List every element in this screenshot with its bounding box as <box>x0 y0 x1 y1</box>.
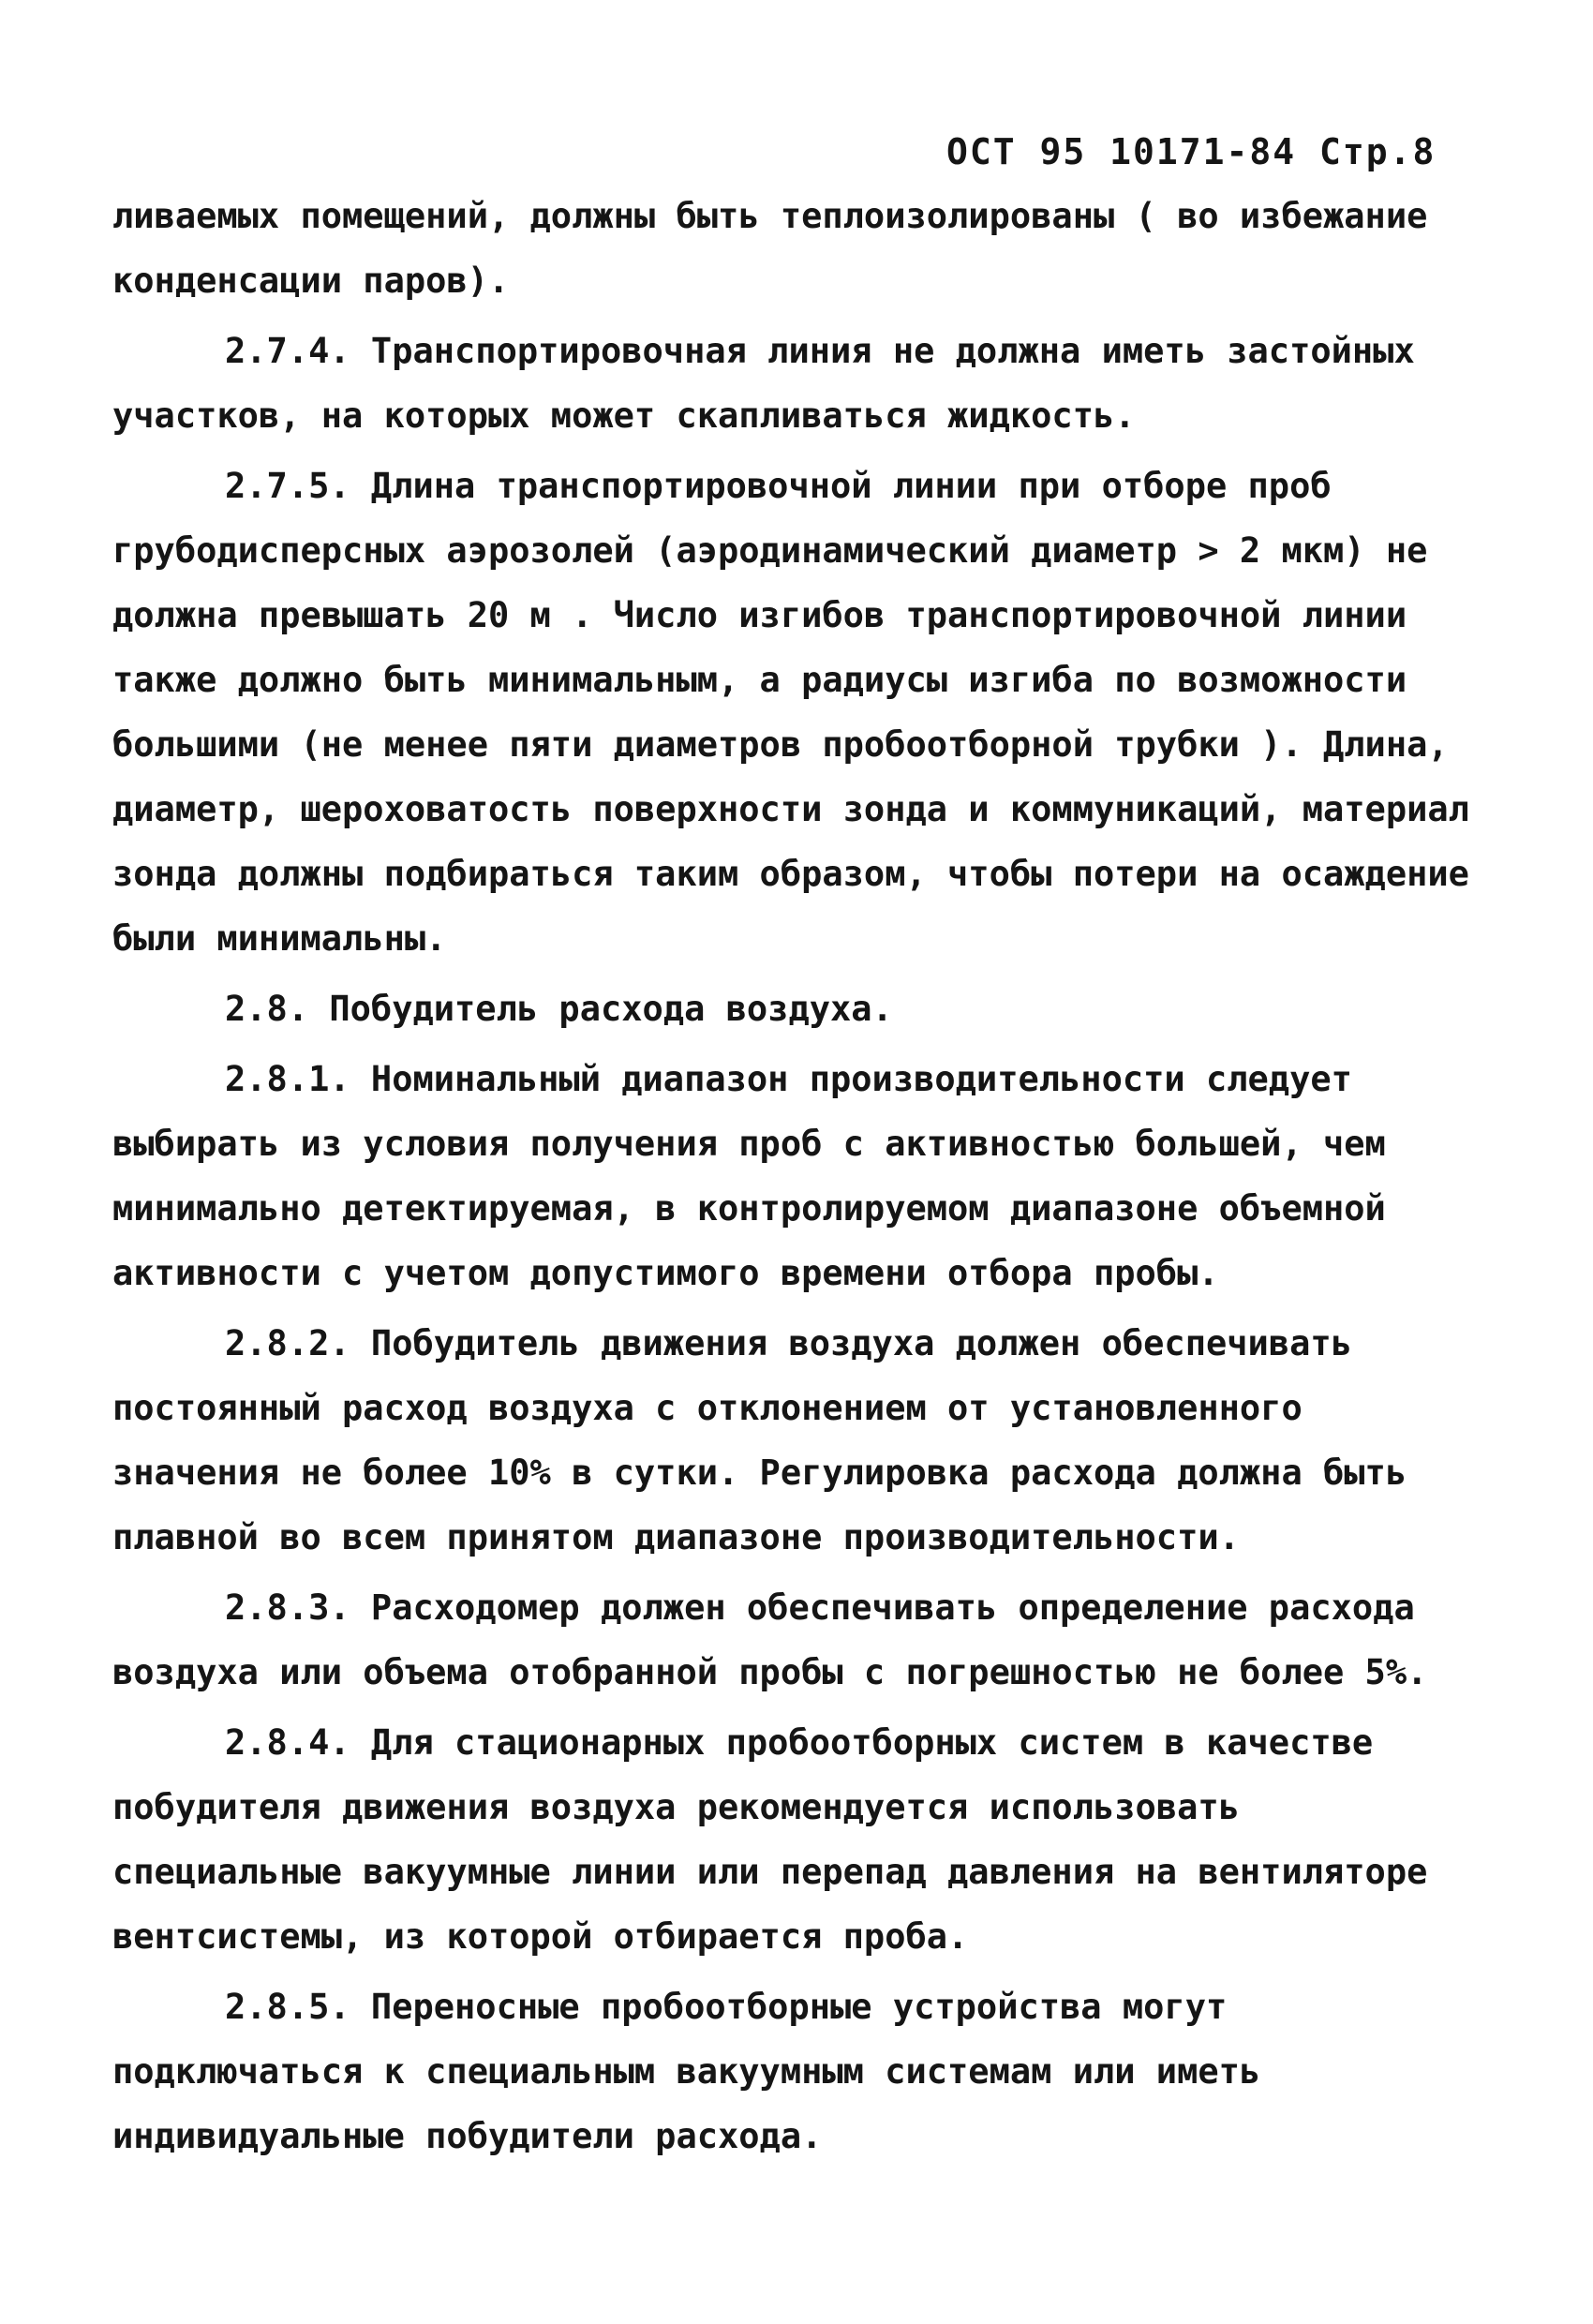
document-body <box>112 184 1481 2168</box>
paragraph-2-8-5: 2.8.5. Переносные пробоотборные устройства могут подключаться к специальным вакуумным системам или иметь индивидуальные побудители расхода. <box>112 1987 1261 2156</box>
paragraph-2-7-5: 2.7.5. Длина транспортировочной линии при отборе проб грубодисперсных аэрозолей (аэродинамический диаметр > 2 мкм) не должна превышать 20 м . Число изгибов транспортировочной линии также должно быть минимальным, а радиусы изгиба по возможности большими (не менее пяти диаметров пробоотборной трубки ). Длина, диаметр, шероховатость поверхности зонда и коммуникаций, материал зонда должны подбираться таким образом, чтобы потери на осаждение были минимальны. <box>112 466 1469 959</box>
paragraph-2-7-4: 2.7.4. Транспортировочная линия не должна иметь застойных участков, на которых может скапливаться жидкость. <box>112 331 1415 436</box>
paragraph-continuation: ливаемых помещений, должны быть теплоизолированы ( во избежание конденсации паров). <box>112 196 1428 301</box>
page-header: ОСТ 95 10171-84 Стр.8 <box>946 131 1437 172</box>
paragraph-2-8-1: 2.8.1. Номинальный диапазон производительности следует выбирать из условия получения проб с активностью большей, чем минимально детектируемая, в контролируемом диапазоне объемной активности с учетом допустимого времени отбора пробы. <box>112 1059 1386 1293</box>
section-heading-2-8: 2.8. Побудитель расхода воздуха. <box>225 989 893 1029</box>
paragraph-2-8-4: 2.8.4. Для стационарных пробоотборных систем в качестве побудителя движения воздуха рекомендуется использовать специальные вакуумные линии или перепад давления на вентиляторе вентсистемы, из которой отбирается проба. <box>112 1722 1428 1957</box>
paragraph-2-8-2: 2.8.2. Побудитель движения воздуха должен обеспечивать постоянный расход воздуха с отклонением от установленного значения не более 10% в сутки. Регулировка расхода должна быть плавной во всем принятом диапазоне производительности. <box>112 1323 1407 1557</box>
paragraph-2-8-3: 2.8.3. Расходомер должен обеспечивать определение расхода воздуха или объема отобранной пробы с погрешностью не более 5%. <box>112 1587 1428 1692</box>
